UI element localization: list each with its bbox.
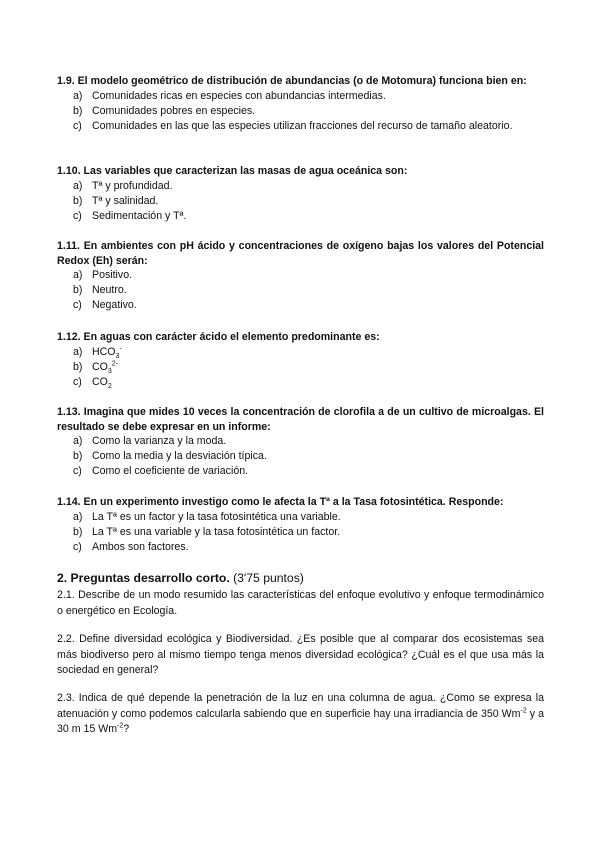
section-points: (3'75 puntos)	[233, 571, 304, 585]
formula-subscript: 2	[107, 383, 112, 391]
option	[57, 209, 544, 224]
option	[57, 510, 544, 525]
option	[57, 283, 544, 298]
paragraph-2-1: 2.1. Describe de un modo resumido las características del enfoque evolutivo y enfoque termodinámico o energético en Ecología.	[57, 589, 544, 617]
paragraph-text: 2.3. Indica de qué depende la penetración de la luz en una columna de agua. ¿Como se expresa la atenuación y como podemos calcularla sabiendo que en superficie hay una irradiancia de 350 Wm	[57, 692, 544, 720]
question-title: 1.14. En un experimento investigo como le afecta la Tª a la Tasa fotosintética. Responde:	[57, 496, 504, 508]
exponent: -2	[520, 706, 527, 714]
option	[57, 89, 544, 104]
option-letter: c)	[73, 465, 82, 478]
option	[57, 360, 544, 375]
option-text: Como la media y la desviación típica.	[92, 450, 267, 463]
option-text: Positivo.	[92, 269, 133, 281]
option-letter: b)	[73, 284, 83, 297]
paragraph-2-3	[57, 691, 544, 738]
option	[57, 104, 544, 119]
option-letter: a)	[73, 269, 83, 281]
option-text: La Tª es un factor y la tasa fotosintética una variable.	[92, 510, 341, 523]
option	[57, 194, 544, 209]
option-letter: b)	[73, 194, 83, 207]
formula-subscript: 3	[107, 367, 112, 375]
option-text: Como la varianza y la moda.	[92, 435, 227, 447]
option-letter: c)	[73, 209, 82, 222]
option	[57, 540, 544, 555]
formula-base: CO	[92, 375, 108, 388]
option-text: Tª y salinidad.	[92, 194, 159, 207]
option	[57, 179, 544, 194]
formula-base: CO	[92, 360, 108, 373]
paragraph-text: y a 30 m 15 Wm	[57, 707, 544, 735]
option-text: Tª y profundidad.	[92, 179, 173, 192]
option	[57, 434, 544, 449]
option	[57, 375, 544, 390]
question-1-10	[57, 164, 544, 224]
question-title: 1.12. En aguas con carácter ácido el elemento predominante es:	[57, 331, 380, 343]
formula-subscript: 3	[115, 352, 120, 360]
option-letter: b)	[73, 450, 83, 463]
option-text: Neutro.	[92, 284, 127, 297]
option-letter: a)	[73, 435, 83, 447]
option-letter: a)	[73, 345, 83, 358]
option	[57, 464, 544, 479]
option-text: Comunidades ricas en especies con abundancias intermedias.	[92, 89, 386, 102]
option-letter: c)	[73, 540, 82, 553]
formula-superscript: -	[119, 344, 122, 352]
question-1-12	[57, 330, 544, 390]
option-text: Sedimentación y Tª.	[92, 209, 187, 222]
question-title: 1.10. Las variables que caracterizan las masas de agua oceánica son:	[57, 165, 408, 177]
option	[57, 298, 544, 313]
section-2-heading	[57, 571, 544, 586]
option	[57, 119, 544, 134]
question-title: 1.11. En ambientes con pH ácido y concentraciones de oxígeno bajas los valores del Potencial Redox (Eh) serán:	[57, 240, 544, 267]
section-title: 2. Preguntas desarrollo corto.	[57, 571, 230, 585]
option-letter: c)	[73, 299, 82, 312]
option-letter: a)	[73, 179, 83, 192]
option	[57, 268, 544, 283]
question-1-14	[57, 495, 544, 555]
option-text: Como el coeficiente de variación.	[92, 465, 249, 478]
question-1-13	[57, 405, 544, 480]
formula-superscript: 2-	[111, 360, 119, 368]
question-title: 1.9. El modelo geométrico de distribución de abundancias (o de Motomura) funciona bien en:	[57, 75, 527, 87]
option-text: Comunidades en las que las especies utilizan fracciones del recurso de tamaño aleatorio.	[92, 119, 513, 132]
question-1-11	[57, 239, 544, 314]
option-text: La Tª es una variable y la tasa fotosintética un factor.	[92, 525, 341, 538]
paragraph-2-2: 2.2. Define diversidad ecológica y Biodiversidad. ¿Es posible que al comparar dos ecosistemas sea más biodiverso pero al mismo tiempo tenga menos diversidad ecológica? ¿Cuál es el que usa más la sociedad en general?	[57, 633, 544, 676]
option-letter: b)	[73, 360, 83, 373]
option-letter: a)	[73, 510, 83, 523]
exponent: -2	[117, 722, 124, 730]
option-letter: a)	[73, 89, 83, 102]
option-text: Comunidades pobres en especies.	[92, 104, 256, 117]
formula-base: HCO	[92, 345, 116, 358]
question-1-9	[57, 74, 544, 134]
paragraph-text: ?	[123, 723, 130, 735]
option-letter: c)	[73, 119, 82, 132]
option-letter: b)	[73, 525, 83, 538]
question-title: 1.13. Imagina que mides 10 veces la concentración de clorofila a de un cultivo de microalgas. El resultado se debe expresar en un informe:	[57, 406, 544, 433]
option	[57, 345, 544, 360]
option-letter: c)	[73, 375, 82, 388]
option-text: Negativo.	[92, 299, 137, 312]
option-letter: b)	[73, 104, 83, 117]
option	[57, 525, 544, 540]
option-text: Ambos son factores.	[92, 540, 189, 553]
option	[57, 449, 544, 464]
